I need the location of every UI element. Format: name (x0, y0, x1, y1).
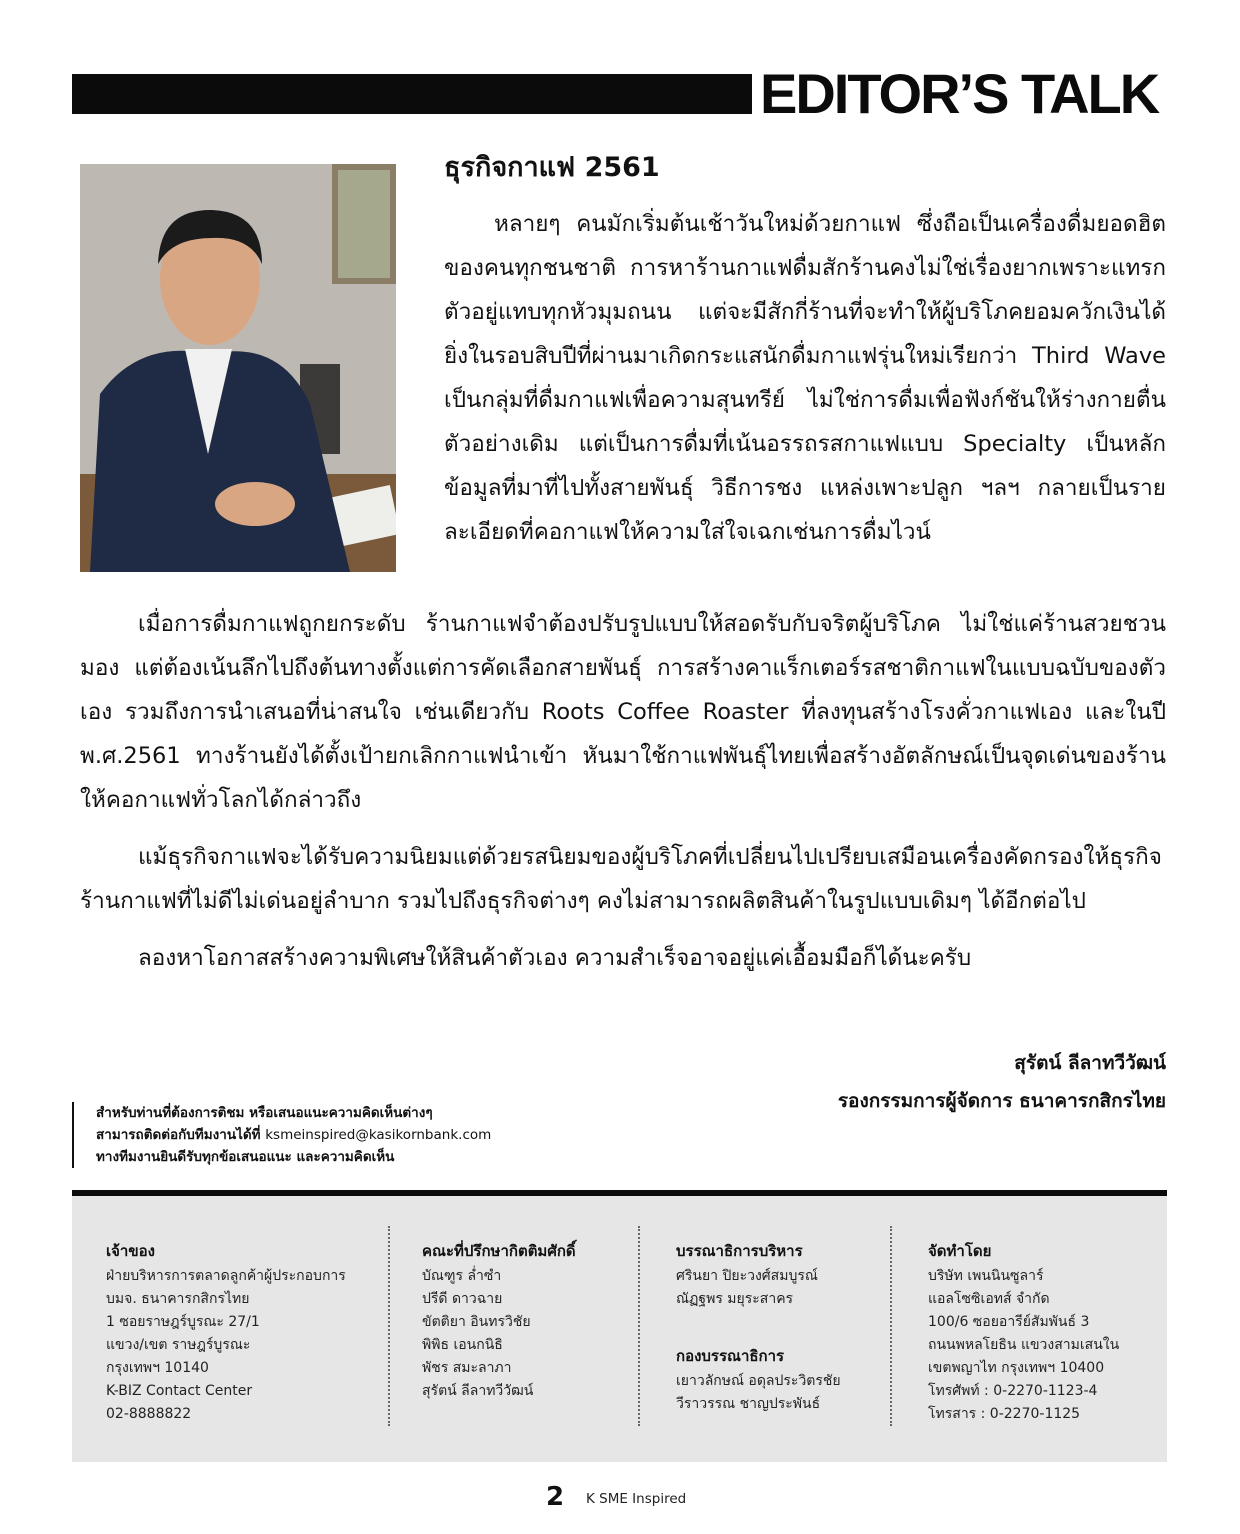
credits-line: กรุงเทพฯ 10140 (106, 1360, 209, 1376)
credits-heading: คณะที่ปรึกษากิตติมศักดิ์ (422, 1242, 576, 1260)
credits-heading: เจ้าของ (106, 1242, 155, 1260)
credits-heading: จัดทำโดย (928, 1242, 992, 1260)
credits-line: เยาวลักษณ์ อดุลประวิตรชัย (676, 1373, 841, 1389)
credits-line: บริษัท เพนนินซูลาร์ (928, 1268, 1044, 1284)
credits-line: โทรศัพท์ : 0-2270-1123-4 (928, 1383, 1098, 1399)
contact-line-3: ทางทีมงานยินดีรับทุกข้อเสนอแนะ และความคิดเห็น (96, 1149, 395, 1165)
author-title: รองกรรมการผู้จัดการ ธนาคารกสิกรไทย (837, 1090, 1166, 1112)
credits-line: บัณฑูร ล่ำซำ (422, 1268, 502, 1284)
body-paragraph: แม้ธุรกิจกาแฟจะได้รับความนิยมแต่ด้วยรสนิยมของผู้บริโภคที่เปลี่ยนไปเปรียบเสมือนเครื่องคัดกรองให้ธุรกิจร้านกาแฟที่ไม่ดีไม่เด่นอยู่ลำบาก รวมไปถึงธุรกิจต่างๆ คงไม่สามารถผลิตสินค้าในรูปแบบเดิมๆ ได้อีกต่อไป (80, 844, 1162, 914)
author-photo (80, 164, 396, 572)
credits-line: เขตพญาไท กรุงเทพฯ 10400 (928, 1360, 1105, 1376)
credits-owner (106, 1240, 346, 1426)
credits-line: พิพิธ เอนกนิธิ (422, 1337, 503, 1353)
credits-line: พัชร สมะลาภา (422, 1360, 512, 1376)
credits-line: ฝ่ายบริหารการตลาดลูกค้าผู้ประกอบการ (106, 1268, 346, 1284)
credits-line: บมจ. ธนาคารกสิกรไทย (106, 1291, 250, 1307)
section-title: EDITOR’S TALK (760, 62, 1159, 125)
article-title: ธุรกิจกาแฟ 2561 (444, 152, 660, 183)
contact-email-link[interactable]: ksmeinspired@kasikornbank.com (265, 1127, 492, 1143)
header-bar (72, 74, 752, 114)
body-paragraph: ลองหาโอกาสสร้างความพิเศษให้สินค้าตัวเอง ความสำเร็จอาจอยู่แค่เอื้อมมือก็ได้นะครับ (138, 945, 972, 971)
column-divider (890, 1226, 892, 1426)
credits-line: ถนนพหลโยธิน แขวงสามเสนใน (928, 1337, 1120, 1353)
credits-line: K-BIZ Contact Center (106, 1383, 253, 1399)
credits-line: 1 ซอยราษฎร์บูรณะ 27/1 (106, 1314, 260, 1330)
credits-heading: กองบรรณาธิการ (676, 1347, 785, 1365)
contact-box (72, 1102, 656, 1168)
credits-line: สุรัตน์ ลีลาทวีวัฒน์ (422, 1383, 534, 1399)
credits-line: ณัฏฐพร มยุระสาคร (676, 1291, 794, 1307)
credits-line: 100/6 ซอยอารีย์สัมพันธ์ 3 (928, 1314, 1090, 1330)
body-paragraph: เมื่อการดื่มกาแฟถูกยกระดับ ร้านกาแฟจำต้องปรับรูปแบบให้สอดรับกับจริตผู้บริโภค ไม่ใช่แค่ร้านสวยชวนมอง แต่ต้องเน้นลึกไปถึงต้นทางตั้งแต่การคัดเลือกสายพันธุ์ การสร้างคาแร็กเตอร์รสชาติกาแฟในแบบฉบับของตัวเอง รวมถึงการนำเสนอที่น่าสนใจ เช่นเดียวกับ Roots Coffee Roaster ที่ลงทุนสร้างโรงคั่วกาแฟเอง และในปี พ.ศ.2561 ทางร้านยังได้ตั้งเป้ายกเลิกกาแฟนำเข้า หันมาใช้กาแฟพันธุ์ไทยเพื่อสร้างอัตลักษณ์เป็นจุดเด่นของร้านให้คอกาแฟทั่วโลกได้กล่าวถึง (80, 611, 1166, 813)
credits-line: ศรินยา ปิยะวงศ์สมบูรณ์ (676, 1268, 818, 1284)
page-number: 2 (546, 1482, 565, 1512)
author-name: สุรัตน์ ลีลาทวีวัฒน์ (1014, 1052, 1166, 1074)
contact-label: สามารถติดต่อกับทีมงานได้ที่ (96, 1127, 261, 1143)
credits-line: 02-8888822 (106, 1406, 192, 1422)
credits-heading: บรรณาธิการบริหาร (676, 1242, 803, 1260)
intro-paragraph: หลายๆ คนมักเริ่มต้นเช้าวันใหม่ด้วยกาแฟ ซึ่งถือเป็นเครื่องดื่มยอดฮิตของคนทุกชนชาติ การหาร้านกาแฟดื่มสักร้านคงไม่ใช่เรื่องยากเพราะแทรกตัวอยู่แทบทุกหัวมุมถนน แต่จะมีสักกี่ร้านที่จะทำให้ผู้บริโภคยอมควักเงินได้ ยิ่งในรอบสิบปีที่ผ่านมาเกิดกระแสนักดื่มกาแฟรุ่นใหม่เรียกว่า Third Wave เป็นกลุ่มที่ดื่มกาแฟเพื่อความสุนทรีย์ ไม่ใช่การดื่มเพื่อฟังก์ชันให้ร่างกายตื่นตัวอย่างเดิม แต่เป็นการดื่มที่เน้นอรรถรสกาแฟแบบ Specialty เป็นหลัก ข้อมูลที่มาที่ไปทั้งสายพันธุ์ วิธีการชง แหล่งเพาะปลูก ฯลฯ กลายเป็นรายละเอียดที่คอกาแฟให้ความใส่ใจเฉกเช่นการดื่มไวน์ (444, 211, 1166, 545)
column-divider (638, 1226, 640, 1426)
author-signature (838, 1044, 1166, 1120)
credits-line: แอลโซซิเอทส์ จำกัด (928, 1291, 1050, 1307)
credits-executive-editors (676, 1240, 841, 1416)
credits-line: โทรสาร : 0-2270-1125 (928, 1406, 1081, 1422)
contact-line-1: สำหรับท่านที่ต้องการติชม หรือเสนอแนะความคิดเห็นต่างๆ (96, 1105, 433, 1121)
credits-advisors (422, 1240, 576, 1403)
column-divider (388, 1226, 390, 1426)
publication-name: K SME Inspired (586, 1491, 687, 1507)
credits-producer (928, 1240, 1119, 1426)
credits-line: ปรีดี ดาวฉาย (422, 1291, 503, 1307)
article-body (80, 602, 1166, 993)
contact-line-2 (96, 1124, 656, 1146)
credits-line: วีราวรรณ ชาญประพันธ์ (676, 1396, 821, 1412)
credits-line: ขัตติยา อินทรวิชัย (422, 1314, 531, 1330)
credits-line: แขวง/เขต ราษฎร์บูรณะ (106, 1337, 251, 1353)
credits-panel (72, 1196, 1167, 1462)
